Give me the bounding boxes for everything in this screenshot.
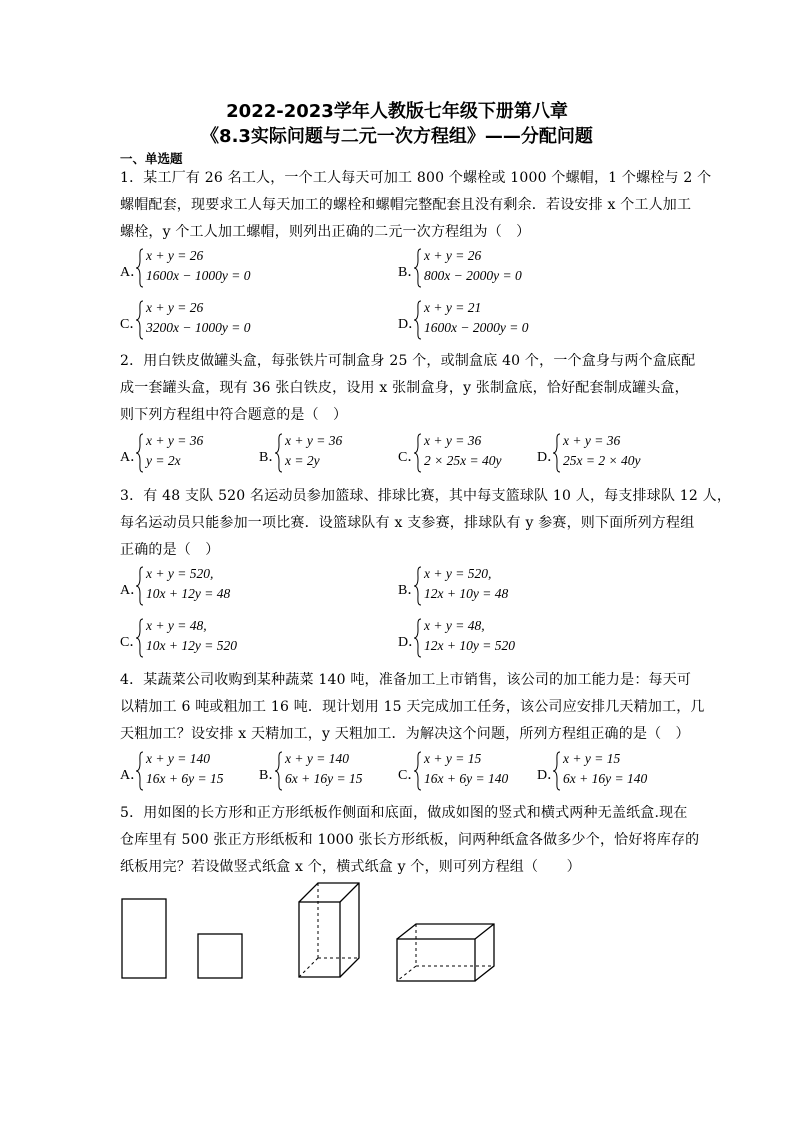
q5-line-3: 纸板用完？若设做竖式纸盒 x 个，横式纸盒 y 个，则可列方程组（ ） xyxy=(120,859,581,875)
option-eq-1: x + y = 26 xyxy=(146,300,204,315)
option-eq-2: 12x + 10y = 48 xyxy=(424,586,509,601)
option-label: A． xyxy=(120,583,145,598)
option-eq-1: x + y = 26 xyxy=(146,248,204,263)
option-eq-1: x + y = 520, xyxy=(146,566,214,581)
q2-line-1: 2．用白铁皮做罐头盒，每张铁片可制盒身 25 个，或制盒底 40 个，一个盒身与两个盒底配 xyxy=(120,353,696,369)
option-eq-1: x + y = 48, xyxy=(424,618,485,633)
q3-line-1: 3．有 48 支队 520 名运动员参加篮球、排球比赛，其中每支篮球队 10 人，每支排球队 12 人， xyxy=(120,488,732,504)
option-eq-1: x + y = 140 xyxy=(146,751,210,766)
q3-line-3: 正确的是（ ） xyxy=(120,542,220,558)
option-label: B． xyxy=(259,768,283,783)
option-label: B． xyxy=(398,265,422,280)
option-eq-1: x + y = 36 xyxy=(563,433,621,448)
option-label: B． xyxy=(259,450,283,465)
option-label: A． xyxy=(120,265,145,280)
option-label: B． xyxy=(398,583,422,598)
option-eq-2: 6x + 16y = 140 xyxy=(563,771,648,786)
option-eq-1: x + y = 36 xyxy=(424,433,482,448)
option-eq-1: x + y = 21 xyxy=(424,300,482,315)
option-eq-1: x + y = 15 xyxy=(563,751,621,766)
option-label: A． xyxy=(120,450,145,465)
q1-line-2: 螺帽配套，现要求工人每天加工的螺栓和螺帽完整配套且没有剩余．若设安排 x 个工人加工 xyxy=(120,197,692,213)
doc-title-line1: 2022-2023学年人教版七年级下册第八章 xyxy=(226,101,568,122)
option-eq-1: x + y = 36 xyxy=(146,433,204,448)
q2-line-3: 则下列方程组中符合题意的是（ ） xyxy=(120,407,348,423)
option-label: D． xyxy=(537,450,562,465)
option-eq-2: 12x + 10y = 520 xyxy=(424,638,515,653)
vertical-box-figure xyxy=(299,883,359,977)
q4-line-2: 以精加工 6 吨或粗加工 16 吨．现计划用 15 天完成加工任务，该公司应安排几天精加工，几 xyxy=(120,699,705,715)
option-eq-2: x = 2y xyxy=(285,453,320,468)
q4-line-1: 4．某蔬菜公司收购到某种蔬菜 140 吨，准备加工上市销售，该公司的加工能力是：每天可 xyxy=(120,672,692,688)
q3-line-2: 每名运动员只能参加一项比赛．设篮球队有 x 支参赛，排球队有 y 参赛，则下面所列方程组 xyxy=(120,515,695,531)
option-label: C． xyxy=(120,317,144,332)
option-eq-1: x + y = 36 xyxy=(285,433,343,448)
option-eq-2: 6x + 16y = 15 xyxy=(285,771,363,786)
option-eq-1: x + y = 15 xyxy=(424,751,482,766)
doc-title-line2: 《8.3实际问题与二元一次方程组》——分配问题 xyxy=(201,126,593,147)
q2-line-2: 成一套罐头盒，现有 36 张白铁皮，设用 x 张制盒身，y 张制盒底，恰好配套制成罐头盒， xyxy=(120,380,689,396)
section-heading: 一、单选题 xyxy=(120,151,183,166)
option-eq-1: x + y = 140 xyxy=(285,751,349,766)
option-eq-1: x + y = 26 xyxy=(424,248,482,263)
horizontal-box-figure xyxy=(397,924,494,981)
option-eq-1: x + y = 48, xyxy=(146,618,207,633)
square-board-figure xyxy=(198,934,242,978)
option-eq-2: 16x + 6y = 15 xyxy=(146,771,224,786)
option-eq-2: 25x = 2 × 40y xyxy=(563,453,641,468)
q4-line-3: 天粗加工？设安排 x 天精加工，y 天粗加工．为解决这个问题，所列方程组正确的是（ ） xyxy=(120,726,690,742)
option-eq-2: y = 2x xyxy=(146,453,181,468)
option-eq-2: 800x − 2000y = 0 xyxy=(424,268,522,283)
q5-line-1: 5．用如图的长方形和正方形纸板作侧面和底面，做成如图的竖式和横式两种无盖纸盒.现在 xyxy=(120,805,688,821)
option-label: C． xyxy=(398,450,422,465)
option-label: D． xyxy=(398,635,423,650)
rectangle-board-figure xyxy=(122,899,166,978)
q1-line-1: 1．某工厂有 26 名工人，一个工人每天可加工 800 个螺栓或 1000 个螺帽，1 个螺栓与 2 个 xyxy=(120,170,712,186)
option-eq-2: 3200x − 1000y = 0 xyxy=(146,320,251,335)
option-label: C． xyxy=(398,768,422,783)
option-label: C． xyxy=(120,635,144,650)
option-eq-2: 10x + 12y = 520 xyxy=(146,638,237,653)
option-eq-2: 16x + 6y = 140 xyxy=(424,771,509,786)
q5-line-2: 仓库里有 500 张正方形纸板和 1000 张长方形纸板，问两种纸盒各做多少个，恰好将库存的 xyxy=(120,832,700,848)
option-label: D． xyxy=(537,768,562,783)
option-eq-2: 2 × 25x = 40y xyxy=(424,453,502,468)
option-eq-2: 1600x − 1000y = 0 xyxy=(146,268,251,283)
q1-line-3: 螺栓，y 个工人加工螺帽，则列出正确的二元一次方程组为（ ） xyxy=(120,224,531,240)
option-eq-2: 1600x − 2000y = 0 xyxy=(424,320,529,335)
option-label: A． xyxy=(120,768,145,783)
option-eq-2: 10x + 12y = 48 xyxy=(146,586,231,601)
option-label: D． xyxy=(398,317,423,332)
option-eq-1: x + y = 520, xyxy=(424,566,492,581)
